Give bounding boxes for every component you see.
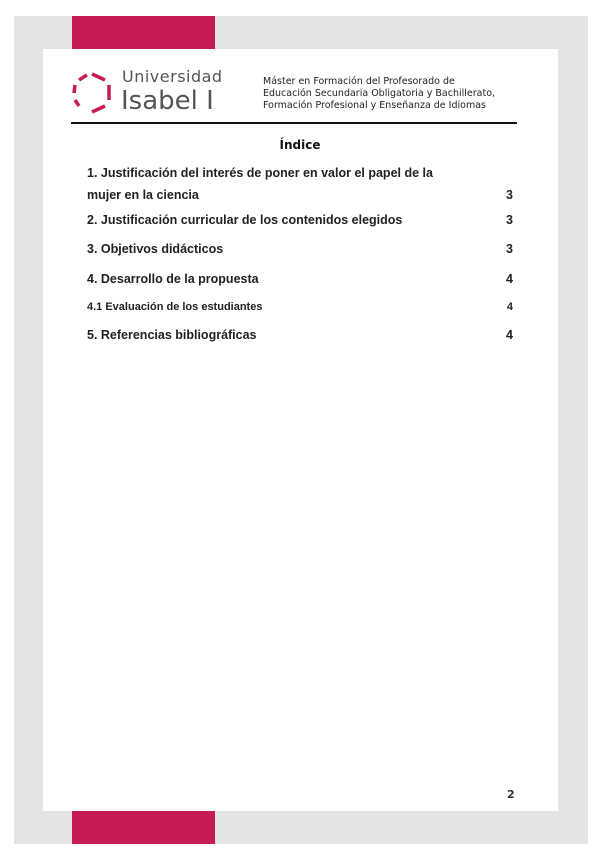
toc-entry-label: 5. Referencias bibliográficas bbox=[87, 328, 257, 342]
program-title bbox=[263, 76, 495, 112]
toc-entry-page: 3 bbox=[506, 213, 513, 227]
toc-entry-page: 4 bbox=[506, 301, 513, 313]
university-name-line1: Universidad bbox=[122, 67, 223, 86]
toc-entry[interactable] bbox=[87, 300, 513, 314]
toc-entry-page: 4 bbox=[506, 328, 513, 342]
bottom-brand-bar bbox=[72, 811, 215, 844]
toc-entry[interactable] bbox=[87, 212, 513, 228]
program-line: Educación Secundaria Obligatoria y Bachillerato, bbox=[263, 88, 496, 99]
toc-entry[interactable] bbox=[87, 241, 513, 257]
toc-entry-label: 1. Justificación del interés de poner en valor el papel de la bbox=[87, 166, 433, 180]
toc-entry-label: mujer en la ciencia bbox=[87, 188, 199, 202]
header-divider bbox=[71, 122, 517, 124]
toc-entry-label: 2. Justificación curricular de los contenidos elegidos bbox=[87, 213, 403, 227]
page-number: 2 bbox=[507, 788, 515, 801]
toc-entry-label: 3. Objetivos didácticos bbox=[87, 242, 224, 256]
university-logo-icon bbox=[70, 71, 114, 115]
toc-entry-page: 3 bbox=[506, 242, 513, 256]
program-line: Formación Profesional y Enseñanza de Idiomas bbox=[263, 100, 486, 111]
toc-entry[interactable] bbox=[87, 271, 513, 287]
university-name-line2: Isabel I bbox=[121, 86, 214, 116]
toc-title: Índice bbox=[279, 138, 321, 152]
toc-entry[interactable] bbox=[87, 327, 513, 343]
toc-entry-page: 3 bbox=[506, 188, 513, 202]
top-brand-bar bbox=[72, 16, 215, 49]
toc-entry-page: 4 bbox=[506, 272, 513, 286]
toc-entry-label: 4. Desarrollo de la propuesta bbox=[87, 272, 259, 286]
program-line: Máster en Formación del Profesorado de bbox=[263, 76, 455, 87]
toc-entry-label-group bbox=[87, 162, 498, 206]
toc-entry-label: 4.1 Evaluación de los estudiantes bbox=[87, 301, 263, 313]
toc-entry[interactable] bbox=[87, 162, 513, 206]
